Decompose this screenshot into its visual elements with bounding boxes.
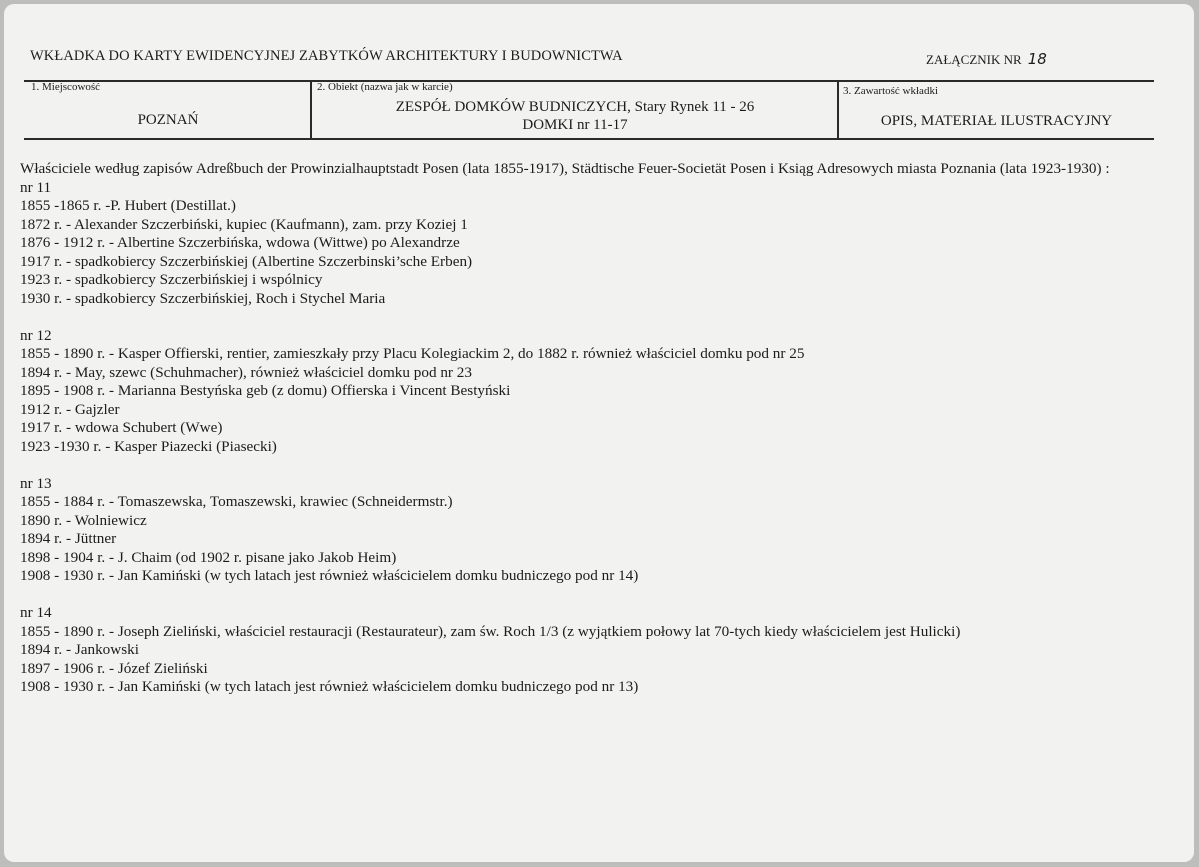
list-item: 1923 r. - spadkobiercy Szczerbińskiej i wspólnicy <box>20 271 323 288</box>
contents-label: 3. Zawartość wkładki <box>843 85 938 97</box>
list-item: 1855 - 1884 r. - Tomaszewska, Tomaszewski, krawiec (Schneidermstr.) <box>20 493 453 510</box>
list-item: 1917 r. - wdowa Schubert (Wwe) <box>20 419 223 436</box>
list-item: 1923 -1930 r. - Kasper Piazecki (Piasecki) <box>20 437 277 455</box>
object-value-line2: DOMKI nr 11-17 <box>522 117 628 133</box>
list-item: 1917 r. - spadkobiercy Szczerbińskiej (Albertine Szczerbinski’sche Erben) <box>20 252 473 270</box>
table-top-border <box>24 80 1154 82</box>
table-bottom-border <box>24 138 1154 140</box>
section-heading-nr-13: nr 13 <box>20 474 52 492</box>
list-item: 1897 - 1906 r. - Józef Zieliński <box>20 659 208 677</box>
list-item: 1912 r. - Gajzler <box>20 400 120 418</box>
list-item: 1908 - 1930 r. - Jan Kamiński (w tych latach jest również właścicielem domku budniczego pod nr 13) <box>20 678 639 695</box>
attachment-number: 18 <box>1027 50 1047 68</box>
object-label: 2. Obiekt (nazwa jak w karcie) <box>317 81 453 93</box>
locality-label: 1. Miejscowość <box>31 81 101 93</box>
list-item: 1894 r. - Jüttner <box>20 530 117 547</box>
list-item: 1855 - 1890 r. - Joseph Zieliński, właściciel restauracji (Restaurateur), zam św. Roch 1/3 (z wyjątkiem połowy lat 70-tych kiedy właścicielem jest Hulicki) <box>20 622 961 640</box>
section-spacer <box>20 586 1152 605</box>
intro-paragraph: Właściciele według zapisów Adreßbuch der Prowinzialhauptstadt Posen (lata 1855-1917), Städtische Feuer-Societät Posen i Ksiąg Adresowych miasta Poznania (lata 1923-1930) : <box>20 160 1110 177</box>
list-item: 1894 r. - May, szewc (Schuhmacher), również właściciel domku pod nr 23 <box>20 363 472 381</box>
section-spacer <box>20 456 1152 475</box>
list-item: 1895 - 1908 r. - Marianna Bestyńska geb (z domu) Offierska i Vincent Bestyński <box>20 382 511 399</box>
section-heading-nr-14: nr 14 <box>20 604 52 621</box>
table-divider-1 <box>310 80 312 139</box>
list-item: 1894 r. - Jankowski <box>20 641 139 658</box>
list-item: 1872 r. - Alexander Szczerbiński, kupiec (Kaufmann), zam. przy Koziej 1 <box>20 215 468 233</box>
list-item: 1898 - 1904 r. - J. Chaim (od 1902 r. pisane jako Jakob Heim) <box>20 548 397 566</box>
attachment-label: ZAŁĄCZNIK NR <box>926 52 1022 67</box>
contents-value: OPIS, MATERIAŁ ILUSTRACYJNY <box>880 113 1113 129</box>
section-heading-nr-11: nr 11 <box>20 178 52 196</box>
locality-value: POZNAŃ <box>137 112 199 128</box>
table-divider-2 <box>837 80 839 139</box>
list-item: 1930 r. - spadkobiercy Szczerbińskiej, Roch i Stychel Maria <box>20 289 386 307</box>
list-item: 1890 r. - Wolniewicz <box>20 511 147 529</box>
list-item: 1908 - 1930 r. - Jan Kamiński (w tych latach jest również właścicielem domku budniczego pod nr 14) <box>20 567 639 584</box>
section-spacer <box>20 308 1152 327</box>
object-value-line1: ZESPÓŁ DOMKÓW BUDNICZYCH, Stary Rynek 11 - 26 <box>395 99 755 115</box>
section-heading-nr-12: nr 12 <box>20 326 52 344</box>
list-item: 1855 -1865 r. -P. Hubert (Destillat.) <box>20 197 236 214</box>
list-item: 1855 - 1890 r. - Kasper Offierski, rentier, zamieszkały przy Placu Kolegiackim 2, do 1882 r. również właściciel domku pod nr 25 <box>20 345 805 362</box>
owners-list <box>20 160 1152 697</box>
document-title: WKŁADKA DO KARTY EWIDENCYJNEJ ZABYTKÓW ARCHITEKTURY I BUDOWNICTWA <box>30 48 623 64</box>
list-item: 1876 - 1912 r. - Albertine Szczerbińska, wdowa (Wittwe) po Alexandrze <box>20 234 460 251</box>
attachment-number-label <box>926 50 1047 68</box>
